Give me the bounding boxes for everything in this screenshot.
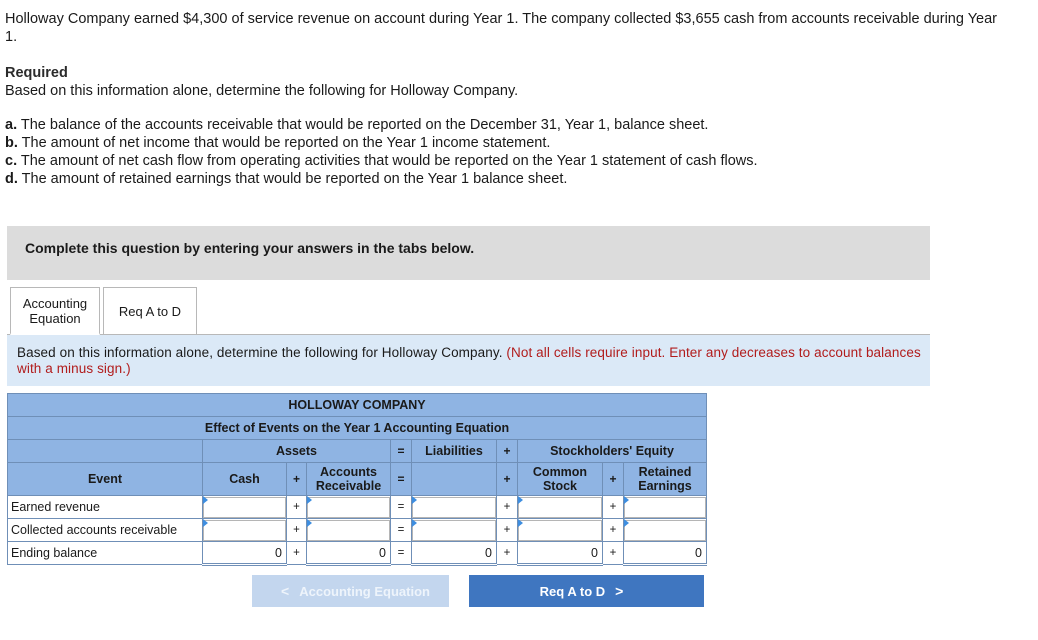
- cash-cell: [203, 519, 287, 542]
- retained-earnings-input[interactable]: [624, 520, 706, 541]
- requirement-text: The amount of retained earnings that would be reported on the Year 1 balance sheet.: [17, 171, 568, 187]
- input-marker-icon: [518, 496, 523, 504]
- table-row: [8, 496, 707, 519]
- liabilities-total: 0: [412, 542, 497, 565]
- tab-req-a-to-d[interactable]: [103, 287, 197, 335]
- input-marker-icon: [518, 519, 523, 527]
- input-marker-icon: [307, 496, 312, 504]
- liabilities-column-header: [412, 463, 497, 496]
- event-label: Earned revenue: [8, 496, 203, 519]
- assets-header: Assets: [203, 440, 391, 463]
- retained-earnings-cell: [624, 496, 707, 519]
- event-column-header: Event: [8, 463, 203, 496]
- next-tab-button[interactable]: [469, 575, 704, 607]
- requirement-letter: c.: [5, 153, 18, 169]
- stockholders-equity-header: Stockholders' Equity: [518, 440, 707, 463]
- plus-symbol: +: [497, 519, 518, 542]
- common-stock-input[interactable]: [518, 520, 602, 541]
- accounts-receivable-total: 0: [307, 542, 391, 565]
- subtitle-row: [8, 417, 707, 440]
- accounting-equation-table: [7, 393, 707, 566]
- input-marker-icon: [307, 519, 312, 527]
- equals-symbol: =: [391, 463, 412, 496]
- cash-column-header: Cash: [203, 463, 287, 496]
- retained-earnings-column-header: [624, 463, 707, 496]
- header-line1: Accounts: [320, 465, 377, 479]
- table-row: [8, 519, 707, 542]
- instructions-text: Based on this information alone, determine the following for Holloway Company.: [17, 345, 503, 360]
- equals-symbol: =: [391, 440, 412, 463]
- cash-input[interactable]: [203, 520, 286, 541]
- plus-symbol: +: [603, 542, 624, 565]
- header-line2: Earnings: [638, 479, 692, 493]
- requirement-text: The amount of net income that would be reported on the Year 1 income statement.: [17, 135, 551, 151]
- input-marker-icon: [624, 519, 629, 527]
- tab-label-line2: Equation: [29, 310, 81, 326]
- next-button-label: Req A to D: [539, 583, 606, 599]
- plus-symbol: +: [603, 519, 624, 542]
- cash-total: 0: [203, 542, 287, 565]
- accounts-receivable-column-header: [307, 463, 391, 496]
- liabilities-cell: [412, 496, 497, 519]
- common-stock-cell: [518, 496, 603, 519]
- company-name: HOLLOWAY COMPANY: [8, 394, 707, 417]
- equals-symbol: =: [391, 519, 412, 542]
- input-marker-icon: [203, 496, 208, 504]
- required-heading: Required: [5, 65, 68, 81]
- header-line2: Stock: [542, 479, 578, 493]
- common-stock-cell: [518, 519, 603, 542]
- plus-symbol: +: [287, 542, 307, 565]
- requirement-letter: d.: [5, 171, 18, 187]
- requirement-text: The balance of the accounts receivable that would be reported on the December 31, Year 1, balance sheet.: [17, 117, 709, 133]
- ending-balance-row: [8, 542, 707, 565]
- plus-symbol: +: [287, 463, 307, 496]
- accounts-receivable-input[interactable]: [307, 497, 390, 518]
- section-header-row: [8, 440, 707, 463]
- plus-symbol: +: [497, 463, 518, 496]
- liabilities-input[interactable]: [412, 520, 496, 541]
- complete-question-banner: Complete this question by entering your answers in the tabs below.: [7, 226, 930, 280]
- requirement-letter: b.: [5, 135, 18, 151]
- accounts-receivable-cell: [307, 496, 391, 519]
- requirement-d: [5, 170, 1005, 188]
- plus-symbol: +: [287, 519, 307, 542]
- company-header-row: [8, 394, 707, 417]
- tab-accounting-equation[interactable]: [10, 287, 100, 335]
- retained-earnings-total: 0: [624, 542, 707, 565]
- previous-button-label: Accounting Equation: [299, 583, 430, 599]
- cash-input[interactable]: [203, 497, 286, 518]
- liabilities-input[interactable]: [412, 497, 496, 518]
- plus-symbol: +: [497, 542, 518, 565]
- plus-symbol: +: [603, 463, 624, 496]
- tab-label-line1: Accounting: [22, 295, 88, 311]
- equals-symbol: =: [391, 496, 412, 519]
- instructions-panel: [7, 335, 930, 386]
- event-section-header: [8, 440, 203, 463]
- requirement-text: The amount of net cash flow from operating activities that would be reported on the Year 1 statement of cash flows.: [17, 153, 758, 169]
- liabilities-header: Liabilities: [412, 440, 497, 463]
- requirement-letter: a.: [5, 117, 18, 133]
- chevron-right-icon: >: [615, 583, 624, 599]
- common-stock-column-header: [518, 463, 603, 496]
- event-label: Collected accounts receivable: [8, 519, 203, 542]
- retained-earnings-input[interactable]: [624, 497, 706, 518]
- previous-tab-button[interactable]: [252, 575, 449, 607]
- chevron-left-icon: <: [281, 583, 290, 599]
- table-subtitle: Effect of Events on the Year 1 Accounting Equation: [8, 417, 707, 440]
- input-marker-icon: [203, 519, 208, 527]
- common-stock-total: 0: [518, 542, 603, 565]
- accounts-receivable-cell: [307, 519, 391, 542]
- required-body: Based on this information alone, determine the following for Holloway Company.: [5, 83, 519, 99]
- accounts-receivable-input[interactable]: [307, 520, 390, 541]
- requirement-a: [5, 116, 1005, 134]
- equals-symbol: =: [391, 542, 412, 565]
- input-marker-icon: [624, 496, 629, 504]
- input-marker-icon: [412, 519, 417, 527]
- cash-cell: [203, 496, 287, 519]
- plus-symbol: +: [497, 440, 518, 463]
- requirement-c: [5, 152, 1005, 170]
- header-line1: Common: [532, 465, 588, 479]
- plus-symbol: +: [497, 496, 518, 519]
- retained-earnings-cell: [624, 519, 707, 542]
- plus-symbol: +: [287, 496, 307, 519]
- requirement-b: [5, 134, 1005, 152]
- instructions-note: (Not all cells require input. Enter any decreases to account balances with a minus sign.): [17, 345, 921, 376]
- plus-symbol: +: [603, 496, 624, 519]
- liabilities-cell: [412, 519, 497, 542]
- header-line2: Receivable: [315, 479, 382, 493]
- requirements-list: [5, 116, 1005, 188]
- header-line1: Retained: [638, 465, 692, 479]
- event-label: Ending balance: [8, 542, 203, 565]
- tab-label: Req A to D: [118, 303, 182, 319]
- column-header-row: [8, 463, 707, 496]
- common-stock-input[interactable]: [518, 497, 602, 518]
- input-marker-icon: [412, 496, 417, 504]
- question-intro: Holloway Company earned $4,300 of service revenue on account during Year 1. The company collected $3,655 cash from accounts receivable during Year 1.: [5, 11, 997, 45]
